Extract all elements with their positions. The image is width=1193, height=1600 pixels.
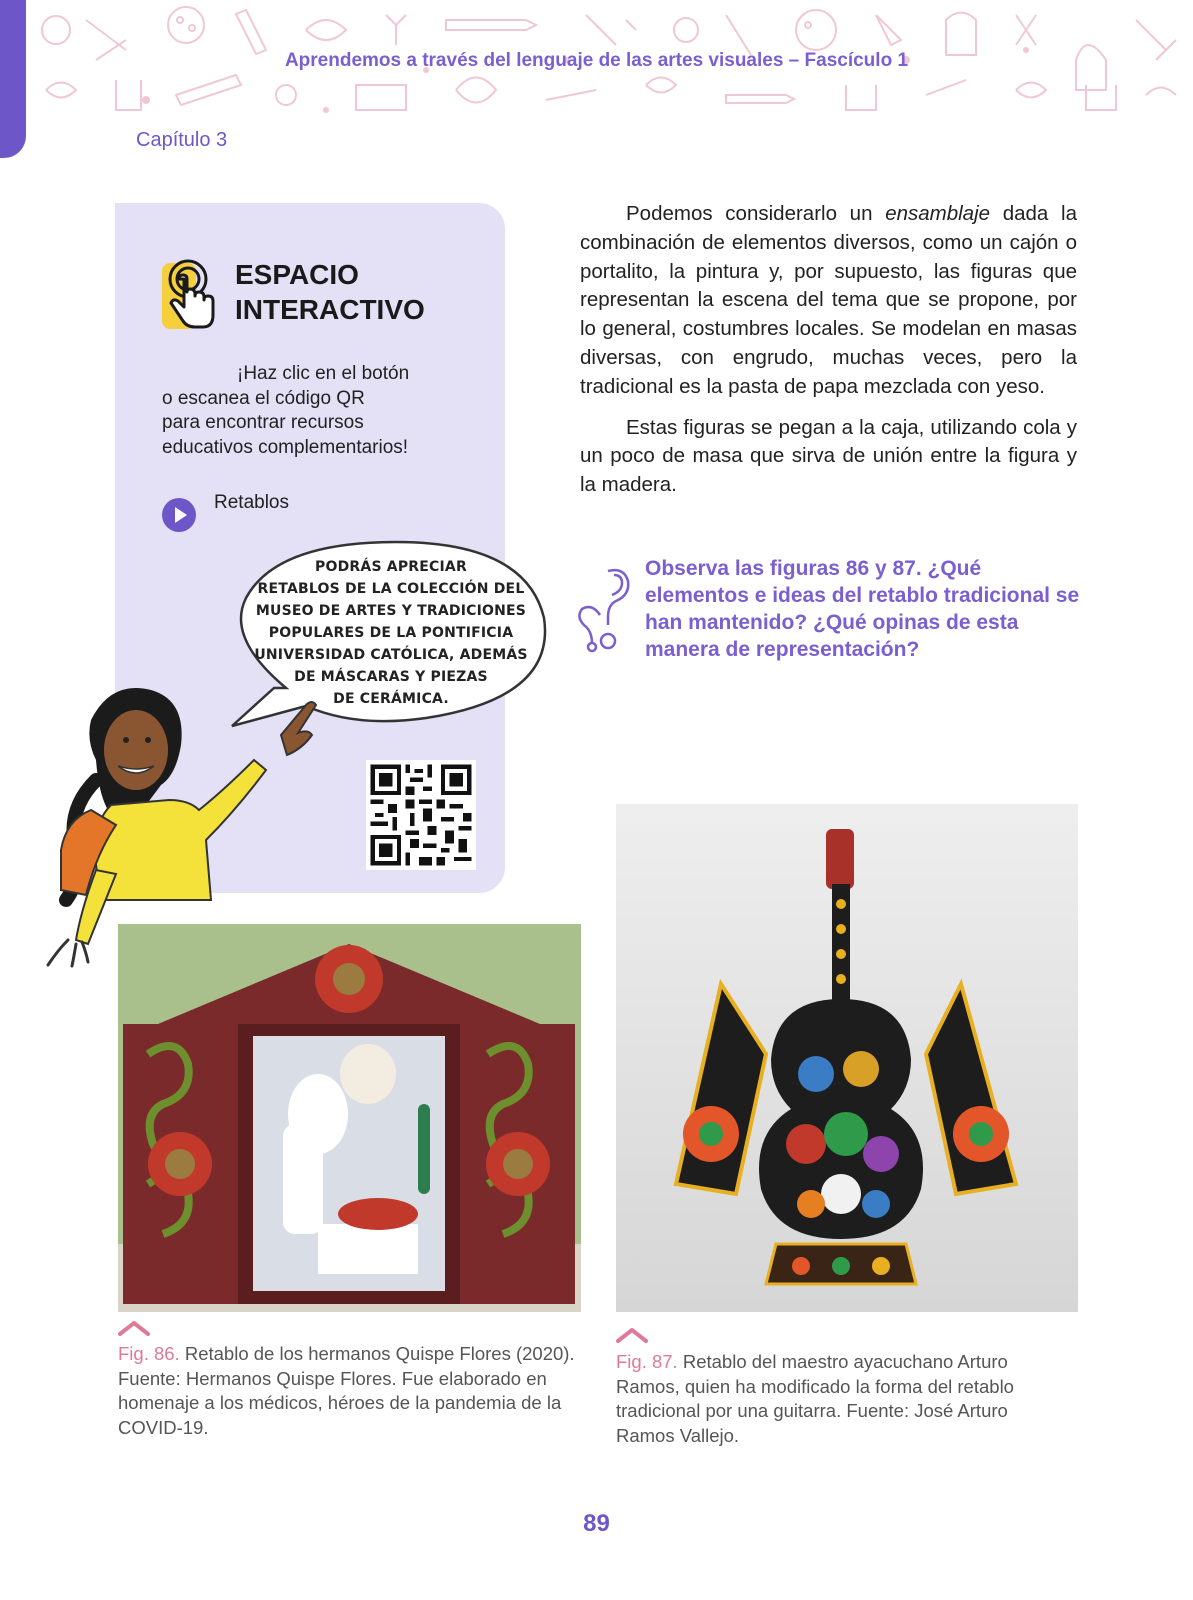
caret-up-icon	[615, 1327, 649, 1343]
fig-87-label: Fig. 87.	[616, 1351, 678, 1372]
speech-bubble-text: PODRÁS APRECIAR RETABLOS DE LA COLECCIÓN DEL MUSEO DE ARTES Y TRADICIONES POPULARES DE LA PONTIFICIA UNIVERSIDAD CATÓLICA, ADEMÁS DE MÁSCARAS Y PIEZAS DE CERÁMICA.	[254, 559, 528, 707]
fig-86-label: Fig. 86.	[118, 1343, 180, 1364]
fig-87-caption: Fig. 87. Retablo del maestro ayacuchano Arturo Ramos, quien ha modificado la forma del retablo tradicional por una guitarra. Fuente: José Arturo Ramos Vallejo.	[616, 1351, 1014, 1446]
qr-code[interactable]	[366, 760, 476, 870]
caret-up-icon	[117, 1320, 151, 1336]
interactive-instructions: ¡Haz clic en el botón o escanea el código QR para encontrar recursos educativos complementarios!	[162, 363, 410, 458]
girl-character-illustration	[36, 640, 326, 970]
paragraph-1: Podemos considerarlo un ensamblaje dada la combinación de elementos diversos, como un cajón o portalito, la pintura y, por supuesto, las figuras que representan la escena del tema que se propone, por lo general, costumbres locales. Se modelan en masas diversas, con engrudo, muchas veces, pero la tradicional es la pasta de papa mezclada con yeso.	[580, 202, 1077, 398]
paragraph-2: Estas figuras se pegan a la caja, utilizando cola y un poco de masa que sirva de unión entre la figura y la madera.	[580, 415, 1077, 497]
touch-hand-icon	[160, 257, 220, 333]
reflection-question: Observa las figuras 86 y 87. ¿Qué elementos e ideas del retablo tradicional se han mantenido? ¿Qué opinas de esta manera de representación?	[645, 557, 1080, 661]
side-tab	[0, 0, 26, 158]
interactive-title: ESPACIO INTERACTIVO	[235, 259, 425, 325]
fig-86-caption: Fig. 86. Retablo de los hermanos Quispe Flores (2020). Fuente: Hermanos Quispe Flores. Fue elaborado en homenaje a los médicos, héroes de la pandemia de la COVID-19.	[118, 1343, 575, 1438]
fig-87-guitar-retablo-image	[616, 804, 1078, 1312]
play-icon[interactable]	[161, 497, 197, 533]
question-marks-icon	[578, 565, 632, 653]
chapter-label: Capítulo 3	[136, 129, 228, 151]
body-text	[580, 200, 1077, 512]
retablos-resource-link[interactable]: Retablos	[214, 492, 289, 513]
header-title: Aprendemos a través del lenguaje de las artes visuales – Fascículo 1	[284, 50, 909, 71]
fig-86-retablo-image	[118, 924, 581, 1312]
page-number: 89	[583, 1510, 610, 1537]
